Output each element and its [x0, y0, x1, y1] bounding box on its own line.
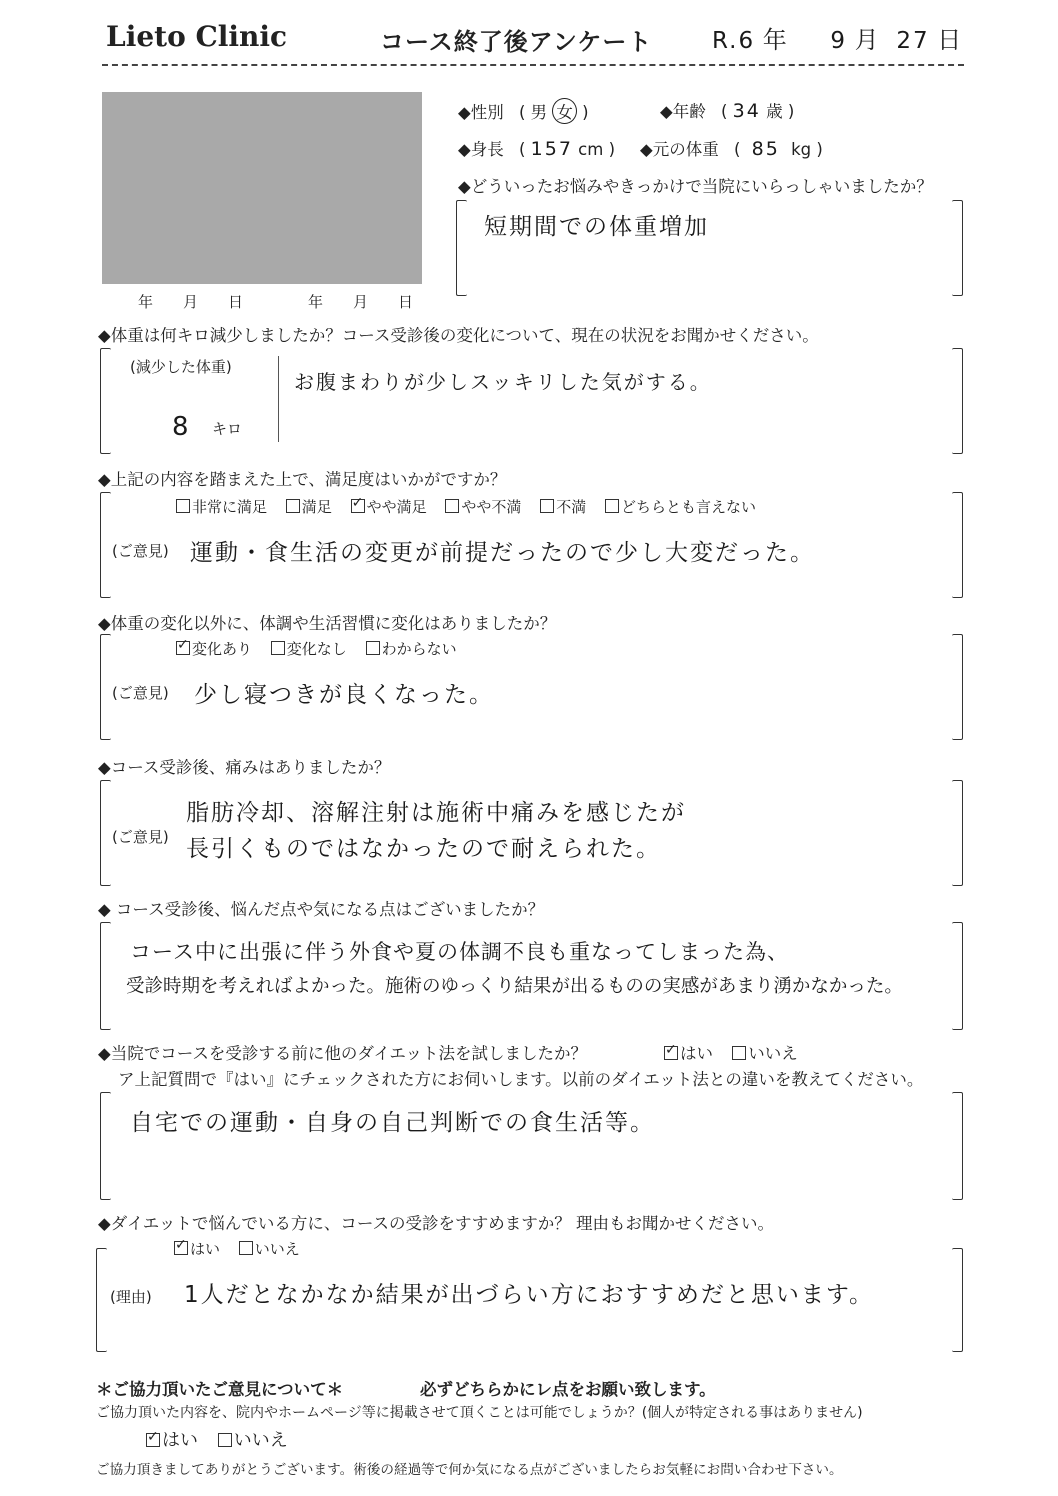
- q7-no-option[interactable]: いいえ: [732, 1044, 798, 1063]
- checkbox[interactable]: [286, 499, 300, 513]
- clinic-logo: Lieto Clinic: [106, 20, 288, 53]
- date-year-unit: 年: [762, 26, 787, 54]
- gender-male: 男: [530, 103, 548, 122]
- q3-question: ◆上記の内容を踏まえた上で、満足度はいかがですか？: [98, 470, 507, 489]
- q8-reason-label: (理由): [110, 1288, 152, 1306]
- q3-bracket-left: [100, 492, 111, 598]
- q2-divider: [278, 356, 279, 442]
- q6-answer-line1: コース中に出張に伴う外食や夏の体調不良も重なってしまった為、: [130, 940, 789, 964]
- age-value: 34: [732, 100, 761, 122]
- checkbox[interactable]: [218, 1433, 232, 1447]
- date-day: 27: [896, 28, 930, 54]
- footer-yes-no: [146, 1426, 288, 1452]
- q5-question: ◆コース受診後、痛みはありましたか？: [98, 758, 391, 777]
- q8-bracket-right: [952, 1248, 963, 1352]
- option-satisfied[interactable]: 満足: [286, 498, 332, 516]
- option-dissatisfied[interactable]: 不満: [540, 498, 586, 516]
- q4-bracket-right: [952, 634, 963, 740]
- q5-bracket-right: [952, 780, 963, 886]
- q7-yes-no: [664, 1040, 798, 1064]
- footer-thanks: ご協力頂きましてありがとうございます。術後の経過等で何か気になる点がございましたらお気軽にお問い合わせ下さい。: [96, 1462, 843, 1478]
- option-unknown[interactable]: わからない: [366, 640, 457, 658]
- checkbox[interactable]: [366, 641, 380, 655]
- option-neutral[interactable]: どちらとも言えない: [605, 498, 756, 516]
- q4-answer: 少し寝つきが良くなった。: [194, 682, 494, 708]
- q6-bracket-left: [100, 922, 111, 1030]
- q7-bracket-left: [100, 1092, 111, 1200]
- q2-bracket-right: [952, 348, 963, 454]
- option-no-change[interactable]: 変化なし: [271, 640, 347, 658]
- header-divider: [102, 64, 964, 66]
- footer-instruction: 必ずどちらかにレ点をお願い致します。: [420, 1380, 716, 1399]
- q3-answer: 運動・食生活の変更が前提だったので少し大変だった。: [190, 540, 815, 566]
- q8-no-option[interactable]: いいえ: [239, 1240, 300, 1258]
- checkbox[interactable]: [445, 499, 459, 513]
- q1-question: ◆どういったお悩みやきっかけで当院にいらっしゃいましたか？: [458, 177, 933, 196]
- q4-bracket-left: [100, 634, 111, 740]
- survey-date: [712, 20, 961, 55]
- q7-answer: 自宅での運動・自身の自己判断での食生活等。: [130, 1110, 655, 1136]
- q3-options: [176, 496, 770, 517]
- q8-yes-no: [174, 1238, 300, 1259]
- footer-no-option[interactable]: いいえ: [218, 1430, 288, 1451]
- q4-comment-label: (ご意見): [112, 684, 169, 702]
- date-month-unit: 月: [854, 26, 879, 54]
- survey-title: コース終了後アンケート: [380, 28, 653, 56]
- q1-answer: 短期間での体重増加: [484, 214, 709, 240]
- photo-date-left: 年 月 日: [138, 293, 244, 311]
- q8-yes-option[interactable]: ✓はい: [174, 1240, 220, 1258]
- q2-lost-value: 8: [172, 412, 191, 442]
- weight-unit: kg: [791, 140, 812, 159]
- q7-sub-question: ア上記質問で『はい』にチェックされた方にお伺いします。以前のダイエット法との違いを教えてください。: [118, 1070, 924, 1089]
- photo-date-right: 年 月 日: [308, 293, 414, 311]
- weight-label: 元の体重: [652, 140, 719, 159]
- height-row: ◆身長 ( 157 cm ): [458, 138, 615, 160]
- q5-comment-label: (ご意見): [112, 828, 169, 846]
- checkbox-checked[interactable]: [174, 1241, 188, 1255]
- checkbox[interactable]: [605, 499, 619, 513]
- photo-placeholder: [102, 92, 422, 284]
- q4-question: ◆体重の変化以外に、体調や生活習慣に変化はありましたか？: [98, 614, 557, 633]
- option-changed[interactable]: ✓変化あり: [176, 640, 252, 658]
- gender-label: ◆性別: [458, 103, 504, 122]
- footer-yes-option[interactable]: ✓はい: [146, 1430, 198, 1451]
- footer-heading: ＊ご協力頂いたご意見について＊: [96, 1380, 344, 1399]
- checkbox-checked[interactable]: [176, 641, 190, 655]
- option-very-satisfied[interactable]: 非常に満足: [176, 498, 267, 516]
- option-somewhat-dissatisfied[interactable]: やや不満: [445, 498, 521, 516]
- checkbox-checked[interactable]: [351, 499, 365, 513]
- q1-bracket-left: [456, 200, 467, 296]
- age-row: ◆年齢 ( 34 歳 ): [660, 100, 795, 122]
- q8-bracket-left: [96, 1248, 107, 1352]
- date-day-unit: 日: [937, 26, 962, 54]
- height-unit: cm: [578, 140, 604, 159]
- q3-bracket-right: [952, 492, 963, 598]
- q8-answer: 1人だとなかなか結果が出づらい方におすすめだと思います。: [184, 1282, 875, 1308]
- q1-bracket-right: [952, 200, 963, 296]
- option-somewhat-satisfied[interactable]: ✓ やや満足: [351, 498, 427, 516]
- q2-question: ◆体重は何キロ減少しましたか？コース受診後の変化について、現在の状況をお聞かせください。: [98, 326, 819, 345]
- weight-row: ◆元の体重 ( 85 kg ): [640, 138, 823, 160]
- checkbox[interactable]: [271, 641, 285, 655]
- q7-bracket-right: [952, 1092, 963, 1200]
- height-value: 157: [530, 138, 573, 160]
- q4-options: [176, 638, 471, 659]
- gender-row: ◆性別 ( 男 女 ): [458, 98, 589, 124]
- q3-comment-label: (ご意見): [112, 542, 169, 560]
- weight-value: 85: [751, 138, 780, 160]
- age-unit: 歳: [766, 102, 783, 121]
- footer-permission: ご協力頂いた内容を、院内やホームページ等に掲載させて頂くことは可能でしょうか？(個人が特定される事はありません): [96, 1405, 863, 1421]
- q2-answer: お腹まわりが少しスッキリした気がする。: [294, 370, 712, 394]
- checkbox[interactable]: [176, 499, 190, 513]
- height-label: 身長: [470, 140, 504, 159]
- q7-yes-option[interactable]: ✓ はい: [664, 1044, 713, 1063]
- checkbox-checked[interactable]: [664, 1046, 678, 1060]
- q2-lost-label: (減少した体重): [130, 358, 232, 376]
- q2-bracket-left: [100, 348, 111, 454]
- gender-female-circled: 女: [552, 98, 577, 124]
- q6-bracket-right: [952, 922, 963, 1030]
- q5-answer-line1: 脂肪冷却、溶解注射は施術中痛みを感じたが: [186, 800, 686, 826]
- checkbox[interactable]: [239, 1241, 253, 1255]
- q6-answer-line2: 受診時期を考えればよかった。施術のゆっくり結果が出るものの実感があまり湧かなかった。: [126, 976, 903, 997]
- q8-question: ◆ダイエットで悩んでいる方に、コースの受診をすすめますか？ 理由もお聞かせください。: [98, 1214, 774, 1233]
- q6-question: ◆ コース受診後、悩んだ点や気になる点はございましたか？: [98, 900, 545, 919]
- q5-answer-line2: 長引くものではなかったので耐えられた。: [186, 836, 661, 862]
- checkbox-checked[interactable]: [146, 1433, 160, 1447]
- q2-lost-unit: キロ: [212, 420, 243, 438]
- q7-question: ◆当院でコースを受診する前に他のダイエット法を試しましたか？: [98, 1044, 588, 1063]
- age-label: ◆年齢: [660, 102, 706, 121]
- q5-bracket-left: [100, 780, 111, 886]
- checkbox[interactable]: [540, 499, 554, 513]
- date-era: R.6: [712, 28, 756, 54]
- date-month: 9: [830, 28, 848, 54]
- checkbox[interactable]: [732, 1046, 746, 1060]
